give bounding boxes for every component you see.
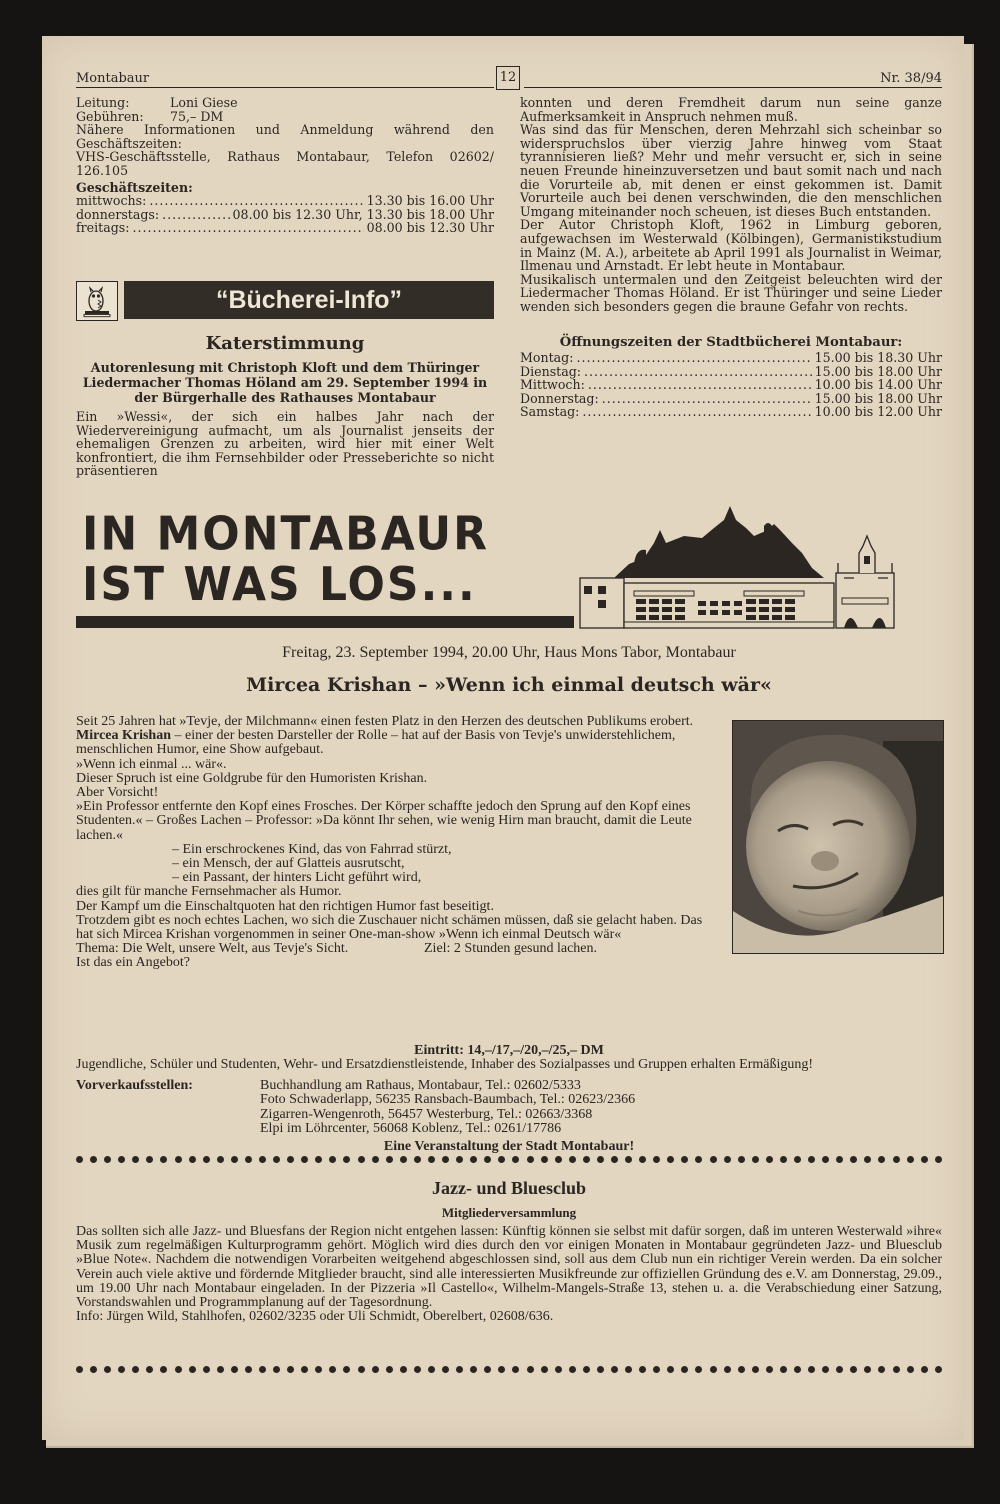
- divider-dot: [752, 1366, 759, 1373]
- jazz-club-article: [76, 1178, 942, 1324]
- hours-time: 13.30 bis 16.00 Uhr: [366, 193, 494, 209]
- divider-dot: [428, 1156, 435, 1163]
- divider-dot: [724, 1366, 731, 1373]
- divider-dot: [935, 1366, 942, 1373]
- opening-hours-title: Öffnungszeiten der Stadtbücherei Montabaur:: [559, 334, 903, 350]
- divider-dot: [597, 1156, 604, 1163]
- divider-dot: [710, 1366, 717, 1373]
- divider-dot: [794, 1366, 801, 1373]
- divider-dot: [738, 1156, 745, 1163]
- event-paragraph: dies gilt für manche Fernsehmacher als Humor.: [76, 884, 342, 900]
- theme-text: Thema: Die Welt, unsere Welt, aus Tevje's Sicht.: [76, 941, 349, 957]
- divider-dot: [569, 1156, 576, 1163]
- jazz-subheadline: Mitgliederversammlung: [441, 1205, 577, 1220]
- divider-dot: [611, 1366, 618, 1373]
- divider-dot: [780, 1366, 787, 1373]
- divider-dot: [118, 1156, 125, 1163]
- divider-dot: [231, 1156, 238, 1163]
- divider-dot: [90, 1156, 97, 1163]
- divider-dot: [878, 1156, 885, 1163]
- divider-dot: [794, 1156, 801, 1163]
- library-article-continued: [520, 96, 942, 419]
- dotted-divider: [76, 1364, 942, 1374]
- list-item: – Ein erschrockenes Kind, das von Fahrrad stürzt,: [172, 841, 452, 857]
- opening-day: Mittwoch:: [520, 377, 585, 393]
- divider-dot: [231, 1366, 238, 1373]
- divider-dot: [217, 1156, 224, 1163]
- divider-dot: [203, 1156, 210, 1163]
- divider-dot: [259, 1366, 266, 1373]
- divider-dot: [343, 1156, 350, 1163]
- divider-dot: [217, 1366, 224, 1373]
- divider-dot: [104, 1156, 111, 1163]
- opening-day: Montag:: [520, 350, 574, 366]
- divider-dot: [653, 1156, 660, 1163]
- divider-dot: [358, 1366, 365, 1373]
- divider-dot: [710, 1156, 717, 1163]
- divider-dot: [273, 1156, 280, 1163]
- opening-row: [520, 378, 942, 392]
- divider-dot: [245, 1156, 252, 1163]
- admission-price: Eintritt: 14,–/17,–/20,–/25,– DM: [414, 1043, 604, 1058]
- divider-dot: [583, 1156, 590, 1163]
- jazz-headline: Jazz- und Bluesclub: [431, 1178, 587, 1198]
- divider-dot: [414, 1156, 421, 1163]
- divider-dot: [189, 1156, 196, 1163]
- divider-dot: [386, 1366, 393, 1373]
- in-montabaur-ist-was-los-logo: [76, 498, 942, 638]
- divider-dot: [850, 1366, 857, 1373]
- divider-dot: [414, 1366, 421, 1373]
- divider-dot: [611, 1156, 618, 1163]
- article-paragraph: Der Autor Christoph Kloft, 1962 in Limburg geboren, aufgewachsen im Westerwald (Kölbingen), Germanistikstudium in Mainz (M. A.), arbeitete ab April 1991 als Journalist in Weimar, Ilmenau und Arnstadt. Er lebt heute in Montabaur.: [520, 217, 942, 274]
- event-paragraph: Der Kampf um die Einschaltquoten hat den richtigen Humor fast beseitigt.: [76, 898, 494, 914]
- divider-dot: [527, 1366, 534, 1373]
- divider-dot: [907, 1156, 914, 1163]
- opening-day: Donnerstag:: [520, 390, 599, 406]
- presale-location: Zigarren-Wengenroth, 56457 Westerburg, Tel.: 02663/3368: [260, 1106, 593, 1122]
- divider-dot: [878, 1366, 885, 1373]
- opening-time: 15.00 bis 18.30 Uhr: [814, 350, 942, 366]
- newspaper-page: [42, 36, 964, 1440]
- divider-dot: [372, 1366, 379, 1373]
- divider-dot: [372, 1156, 379, 1163]
- divider-dot: [808, 1366, 815, 1373]
- event-date-line: Freitag, 23. September 1994, 20.00 Uhr, Haus Mons Tabor, Montabaur: [282, 644, 736, 661]
- divider-dot: [329, 1366, 336, 1373]
- divider-dot: [639, 1156, 646, 1163]
- divider-dot: [343, 1366, 350, 1373]
- header-rule-left: [76, 87, 494, 88]
- article-body: Ein »Wessi«, der sich ein halbes Jahr nach der Wiedervereinigung aufmacht, um als Journalist jenseits der ehemaligen Grenzen zu arbeiten, wird hier mit einer Welt konfrontiert, die ihm Fernsehbilder oder Presseberichte so nicht präsentieren: [76, 409, 494, 479]
- divider-dot: [512, 1366, 519, 1373]
- divider-dot: [132, 1156, 139, 1163]
- divider-dot: [132, 1366, 139, 1373]
- divider-dot: [456, 1366, 463, 1373]
- divider-dot: [386, 1156, 393, 1163]
- event-description: [76, 715, 716, 971]
- owl-on-books-icon: [76, 281, 118, 321]
- event-paragraph: »Ein Professor entfernte den Kopf eines Frosches. Der Körper schaffte jedoch den Sprung auf den Kopf eines Studenten.« – Großes Lachen – Professor: »Da könnt Ihr sehen, wie wenig Hirn man braucht, damit die Leute lachen.«: [76, 799, 692, 843]
- opening-time: 10.00 bis 12.00 Uhr: [814, 404, 942, 420]
- divider-dot: [724, 1156, 731, 1163]
- article-subheadline: Autorenlesung mit Christoph Kloft und dem Thüringer Liedermacher Thomas Höland am 29. September 1994 in der Bürgerhalle des Rathauses Montabaur: [82, 360, 488, 405]
- divider-dot: [921, 1156, 928, 1163]
- jazz-contact-info: Info: Jürgen Wild, Stahlhofen, 02602/3235 oder Uli Schmidt, Oberelbert, 02608/636.: [76, 1309, 554, 1325]
- divider-dot: [625, 1156, 632, 1163]
- logo-underline-bar: [76, 616, 574, 628]
- divider-dot: [893, 1156, 900, 1163]
- discount-info: Jugendliche, Schüler und Studenten, Wehr- und Ersatzdienstleistende, Inhaber des Sozialpasses und Gruppen erhalten Ermäßigung!: [76, 1057, 814, 1073]
- presale-label: Vorverkaufsstellen:: [76, 1077, 193, 1093]
- event-paragraph: Trotzdem gibt es noch echtes Lachen, wo sich die Zuschauer nicht schämen müssen, daß sie gelacht haben. Das hat sich Mircea Krishan vorgenommen in seiner One-man-show »Wenn ich einmal Deutsch wär«: [76, 912, 703, 943]
- opening-day: Dienstag:: [520, 363, 582, 379]
- divider-dot: [625, 1366, 632, 1373]
- performer-name: Mircea Krishan: [76, 728, 172, 744]
- divider-dot: [498, 1156, 505, 1163]
- divider-dot: [541, 1156, 548, 1163]
- presale-location: Elpi im Löhrcenter, 56068 Koblenz, Tel.: 0261/17786: [260, 1121, 562, 1137]
- hours-row: [76, 221, 494, 235]
- divider-dot: [76, 1366, 83, 1373]
- question-text: Ist das ein Angebot?: [76, 955, 190, 971]
- divider-dot: [301, 1156, 308, 1163]
- divider-dot: [864, 1366, 871, 1373]
- opening-row: [520, 365, 942, 379]
- vhs-course-info: [76, 96, 494, 235]
- divider-dot: [175, 1366, 182, 1373]
- divider-dot: [555, 1156, 562, 1163]
- divider-dot: [808, 1156, 815, 1163]
- jazz-body: Das sollten sich alle Jazz- und Bluesfans der Region nicht entgehen lassen: Künftig können sie selbst mit dafür sorgen, daß im unteren Westerwald »ihre« Musik zum regelmäßigen Kulturprogramm gehört. Möglich wird dies durch den vor einigen Monaten in Montabaur gegründeten Jazz- und Bluesclub »Blue Note«. Nachdem die notwendigen Vorarbeiten weitgehend abgeschlossen sind, soll aus dem Club nun ein richtiger Verein werden. Da ein solcher Verein auch viele aktive und fördernde Mitglieder braucht, sind alle interessierten Musikfreunde zur offiziellen Gründung des e.V. am Donnerstag, 29.09., um 19.00 Uhr nach Montabaur eingeladen. In der Pizzeria »Il Castello«, Wilhelm-Mangels-Straße 13, stehen u. a. die Verabschiedung einer Satzung, Vorstandswahlen und Programmplanung auf der Tagesordnung.: [76, 1224, 942, 1311]
- list-item: – ein Passant, der hinters Licht geführt wird,: [172, 870, 422, 886]
- goal-text: Ziel: 2 Stunden gesund lachen.: [424, 941, 598, 957]
- event-paragraph: »Wenn ich einmal ... wär«.: [76, 756, 227, 772]
- divider-dot: [76, 1156, 83, 1163]
- divider-dot: [935, 1156, 942, 1163]
- divider-dot: [400, 1366, 407, 1373]
- article-headline: Katerstimmung: [205, 333, 365, 354]
- hours-row: [76, 194, 494, 208]
- library-opening-hours: [520, 336, 942, 420]
- divider-dot: [527, 1156, 534, 1163]
- divider-dot: [752, 1156, 759, 1163]
- hours-day: donnerstags:: [76, 206, 160, 222]
- presale-location: Buchhandlung am Rathaus, Montabaur, Tel.: 02602/5333: [260, 1077, 581, 1093]
- divider-dot: [400, 1156, 407, 1163]
- logo-line-2: IST WAS LOS...: [82, 557, 477, 612]
- divider-dot: [484, 1366, 491, 1373]
- divider-dot: [329, 1156, 336, 1163]
- divider-dot: [836, 1156, 843, 1163]
- divider-dot: [287, 1366, 294, 1373]
- divider-dot: [442, 1156, 449, 1163]
- divider-dot: [555, 1366, 562, 1373]
- divider-dot: [667, 1156, 674, 1163]
- divider-dot: [512, 1156, 519, 1163]
- opening-time: 15.00 bis 18.00 Uhr: [814, 390, 942, 406]
- divider-dot: [681, 1366, 688, 1373]
- info-value: Loni Giese: [170, 95, 238, 110]
- divider-dot: [315, 1366, 322, 1373]
- divider-dot: [541, 1366, 548, 1373]
- divider-dot: [287, 1156, 294, 1163]
- divider-dot: [893, 1366, 900, 1373]
- divider-dot: [470, 1366, 477, 1373]
- library-article: [76, 333, 494, 478]
- divider-dot: [597, 1366, 604, 1373]
- divider-dot: [315, 1156, 322, 1163]
- divider-dot: [850, 1156, 857, 1163]
- divider-dot: [695, 1156, 702, 1163]
- theme-goal-row: [76, 942, 716, 956]
- logo-line-1: IN MONTABAUR: [82, 507, 490, 562]
- ticket-info: [76, 1044, 942, 1155]
- presale-locations: [76, 1079, 942, 1137]
- divider-dot: [836, 1366, 843, 1373]
- divider-dot: [90, 1366, 97, 1373]
- event-paragraph: Mircea Krishan – einer der besten Darsteller der Rolle – hat auf der Basis von Tevje's unwiderstehlichem, menschlichen Humor, eine Show aufgebaut.: [76, 728, 676, 758]
- issue-number: Nr. 38/94: [880, 71, 942, 86]
- divider-dot: [118, 1366, 125, 1373]
- divider-dot: [358, 1156, 365, 1163]
- divider-dot: [301, 1366, 308, 1373]
- divider-dot: [442, 1366, 449, 1373]
- hours-day: freitags:: [76, 220, 130, 236]
- divider-dot: [470, 1156, 477, 1163]
- divider-dot: [667, 1366, 674, 1373]
- article-paragraph: konnten und deren Fremdheit darum nun seine ganze Aufmerksamkeit in Anspruch nehmen muß.: [520, 95, 942, 124]
- info-text: Nähere Informationen und Anmeldung während den Geschäftszeiten:: [76, 122, 494, 151]
- divider-dot: [822, 1156, 829, 1163]
- hours-time: 08.00 bis 12.30 Uhr: [366, 220, 494, 236]
- divider-dot: [245, 1366, 252, 1373]
- divider-dot: [738, 1366, 745, 1373]
- divider-dot: [695, 1366, 702, 1373]
- header-rule-right: [524, 87, 942, 88]
- divider-dot: [428, 1366, 435, 1373]
- banner-title: “Bücherei-Info”: [124, 281, 494, 319]
- event-paragraph: Seit 25 Jahren hat »Tevje, der Milchmann« einen festen Platz in den Herzen des deutschen Publikums erobert.: [76, 714, 694, 729]
- divider-dot: [456, 1156, 463, 1163]
- opening-day: Samstag:: [520, 404, 580, 420]
- opening-time: 10.00 bis 14.00 Uhr: [814, 377, 942, 393]
- divider-dot: [653, 1366, 660, 1373]
- info-label: Gebühren:: [76, 108, 144, 124]
- opening-row: [520, 351, 942, 365]
- divider-dot: [780, 1156, 787, 1163]
- office-text: VHS-Geschäftsstelle, Rathaus Montabaur, Telefon 02602/ 126.105: [76, 149, 494, 178]
- divider-dot: [498, 1366, 505, 1373]
- event-title: Mircea Krishan – »Wenn ich einmal deutsch wär«: [246, 674, 772, 696]
- header-town: Montabaur: [76, 71, 150, 86]
- divider-dot: [175, 1156, 182, 1163]
- list-item: – ein Mensch, der auf Glatteis ausrutscht,: [172, 856, 405, 872]
- opening-row: [520, 405, 942, 419]
- event-paragraph: Aber Vorsicht!: [76, 785, 159, 801]
- divider-dot: [921, 1366, 928, 1373]
- hours-time: 08.00 bis 12.30 Uhr, 13.30 bis 18.00 Uhr: [232, 206, 494, 222]
- divider-dot: [766, 1366, 773, 1373]
- divider-dot: [864, 1156, 871, 1163]
- presale-location: Foto Schwaderlapp, 56235 Ransbach-Baumbach, Tel.: 02623/2366: [260, 1092, 636, 1108]
- article-paragraph: Musikalisch untermalen und den Zeitgeist beleuchten wird der Liedermacher Thomas Höland. Er ist Thüringer und seine Lieder wenden sich besonders gegen die braune Gefahr von rechts.: [520, 271, 942, 314]
- library-info-banner: [76, 281, 494, 321]
- divider-dot: [681, 1156, 688, 1163]
- divider-dot: [569, 1366, 576, 1373]
- page-header: [76, 66, 942, 88]
- divider-dot: [160, 1366, 167, 1373]
- info-row: [76, 110, 494, 124]
- divider-dot: [766, 1156, 773, 1163]
- divider-dot: [203, 1366, 210, 1373]
- logo-text: [82, 507, 490, 612]
- dotted-divider: [76, 1154, 942, 1164]
- divider-dot: [146, 1366, 153, 1373]
- divider-dot: [259, 1156, 266, 1163]
- opening-row: [520, 392, 942, 406]
- divider-dot: [146, 1156, 153, 1163]
- divider-dot: [639, 1366, 646, 1373]
- hours-title: Geschäftszeiten:: [76, 179, 193, 195]
- info-value: 75,– DM: [170, 108, 224, 124]
- divider-dot: [822, 1366, 829, 1373]
- divider-dot: [583, 1366, 590, 1373]
- divider-dot: [189, 1366, 196, 1373]
- event-paragraph: Dieser Spruch ist eine Goldgrube für den Humoristen Krishan.: [76, 770, 428, 786]
- hours-row: [76, 208, 494, 222]
- organizer-note: Eine Veranstaltung der Stadt Montabaur!: [383, 1139, 635, 1155]
- opening-time: 15.00 bis 18.00 Uhr: [814, 363, 942, 379]
- article-paragraph: Was sind das für Menschen, deren Mehrzahl sich scheinbar so widerspruchslos über vierzig Jahre hinweg vom Staat tyrannisieren ließ? Mehr und mehr versucht er, sich in seine neuen Freunde hineinzuversetzen und baut somit nach und nach die Vorurteile ab, mit denen er einst gekommen ist. Damit Vorurteile auch bei denen verschwinden, die den menschlichen Umgang miteinander noch scheuen, ist dieses Buch entstanden.: [520, 122, 942, 219]
- divider-dot: [160, 1156, 167, 1163]
- divider-dot: [104, 1366, 111, 1373]
- info-row: [76, 96, 494, 110]
- info-label: Leitung:: [76, 95, 130, 110]
- divider-dot: [907, 1366, 914, 1373]
- divider-dot: [484, 1156, 491, 1163]
- montabaur-skyline-illustration: [574, 498, 942, 630]
- page-number: 12: [496, 66, 520, 90]
- portrait-photo-mircea-krishan: [732, 720, 944, 954]
- divider-dot: [273, 1366, 280, 1373]
- hours-day: mittwochs:: [76, 193, 147, 209]
